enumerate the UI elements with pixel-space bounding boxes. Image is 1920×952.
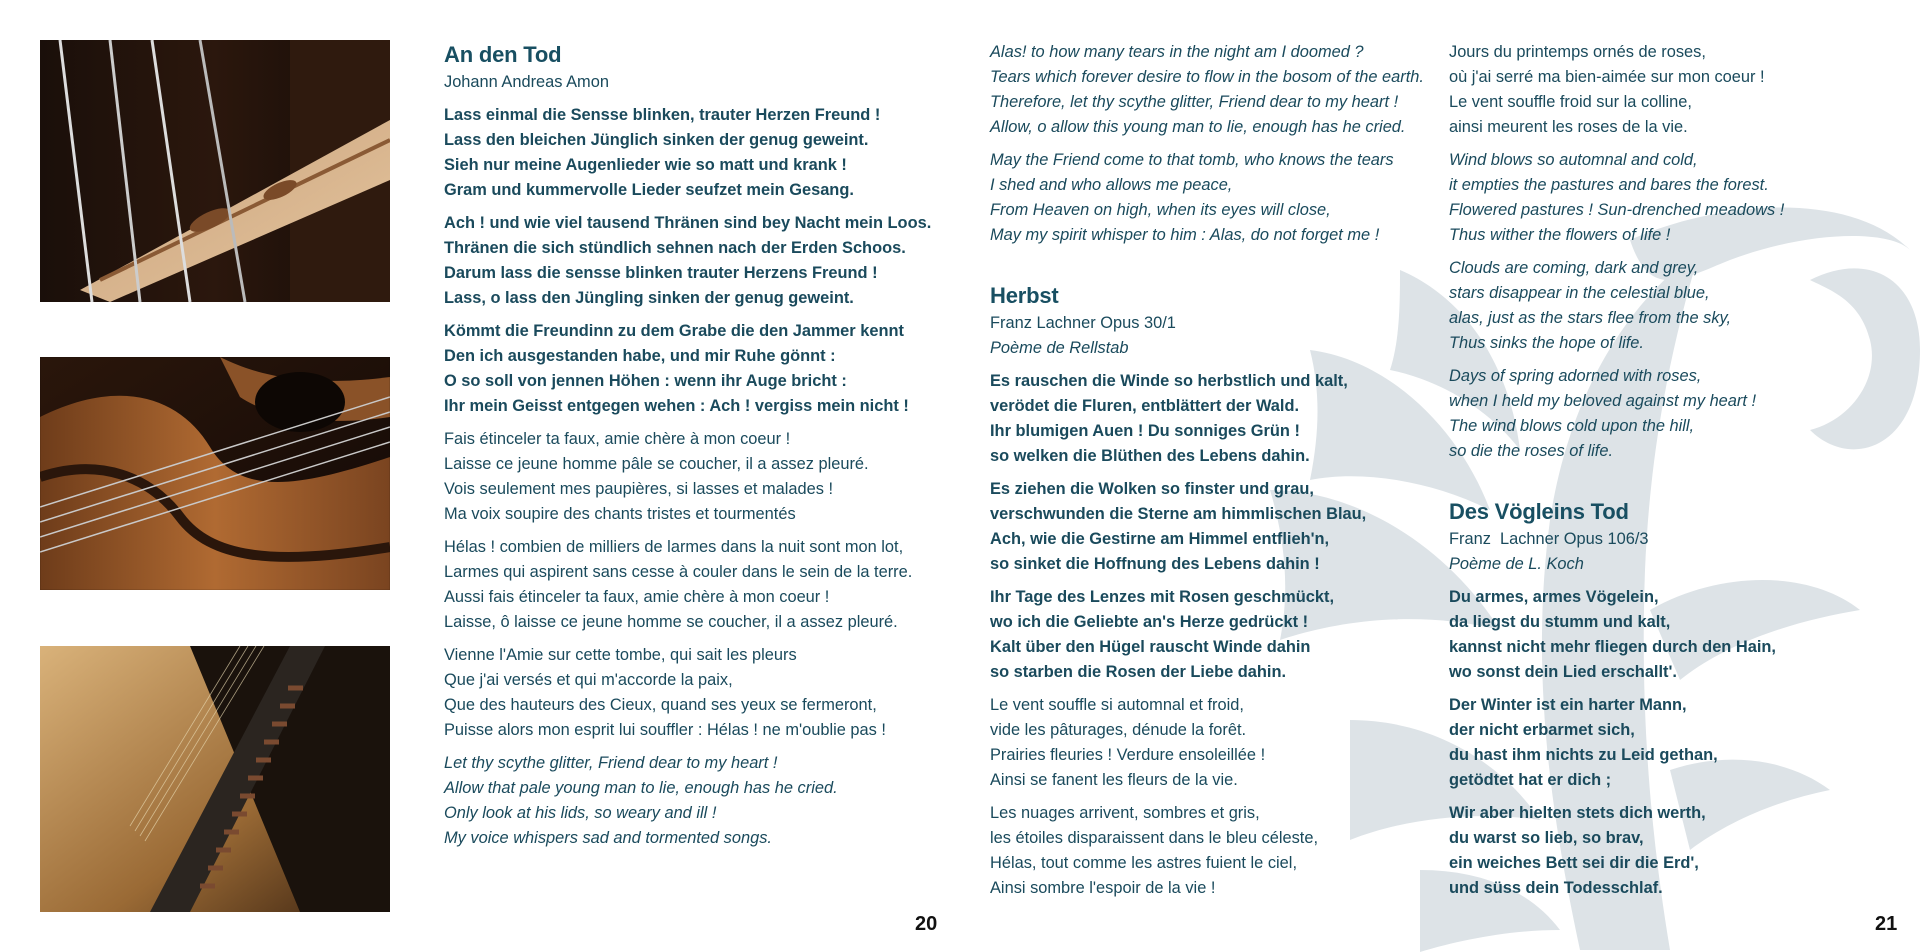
verse-line: Wind blows so automnal and cold, — [1449, 151, 1698, 169]
verse-line: Only look at his lids, so weary and ill ! — [444, 804, 717, 822]
verse-line: so sinket die Hoffnung des Lebens dahin ! — [990, 555, 1320, 573]
verse-line: du hast ihm nichts zu Leid gethan, — [1449, 746, 1718, 764]
german-stanza — [1449, 693, 1889, 793]
french-stanza — [1449, 40, 1889, 140]
page-number: 20 — [915, 913, 938, 935]
verse-line: Days of spring adorned with roses, — [1449, 367, 1702, 385]
verse-line: Vienne l'Amie sur cette tombe, qui sait les pleurs — [444, 646, 797, 664]
verse-line: Fais étinceler ta faux, amie chère à mon coeur ! — [444, 430, 791, 448]
verse-line: O so soll von jennen Höhen : wenn ihr Auge bricht : — [444, 372, 847, 390]
verse-line: Flowered pastures ! Sun-drenched meadows ! — [1449, 201, 1785, 219]
verse-line: Laisse, ô laisse ce jeune homme se coucher, il a assez pleuré. — [444, 613, 898, 631]
an-den-tod-column — [444, 40, 944, 859]
verse-line: Ach, wie die Gestirne am Himmel entflieh'n, — [990, 530, 1330, 548]
german-stanza — [990, 585, 1420, 685]
poet: Poème de L. Koch — [1449, 555, 1584, 573]
verse-line: Du armes, armes Vögelein, — [1449, 588, 1659, 606]
verse-line: I shed and who allows me peace, — [990, 176, 1233, 194]
verse-line: My voice whispers sad and tormented songs. — [444, 829, 772, 847]
verse-line: Ihr blumigen Auen ! Du sonniges Grün ! — [990, 422, 1300, 440]
verse-line: Ach ! und wie viel tausend Thränen sind bey Nacht mein Loos. — [444, 214, 932, 232]
composer: Franz Lachner Opus 106/3 — [1449, 530, 1649, 548]
english-stanza — [1449, 148, 1889, 248]
verse-line: Thus sinks the hope of life. — [1449, 334, 1644, 352]
verse-line: où j'ai serré ma bien-aimée sur mon coeur ! — [1449, 68, 1765, 86]
verse-line: wo ich die Geliebte an's Herze gedrückt ! — [990, 613, 1309, 631]
verse-line: Lass einmal die Sensse blinken, trauter Herzen Freund ! — [444, 106, 881, 124]
verse-line: Sieh nur meine Augenlieder wie so matt und krank ! — [444, 156, 847, 174]
verse-line: Le vent souffle froid sur la colline, — [1449, 93, 1692, 111]
verse-line: verödet die Fluren, entblättert der Wald. — [990, 397, 1300, 415]
verse-line: Therefore, let thy scythe glitter, Friend dear to my heart ! — [990, 93, 1399, 111]
verse-line: Kalt über den Hügel rauscht Winde dahin — [990, 638, 1311, 656]
right-page — [960, 0, 1920, 952]
english-stanza — [990, 148, 1420, 248]
verse-line: getödtet hat er dich ; — [1449, 771, 1612, 789]
page-number: 21 — [1875, 913, 1898, 935]
verse-line: alas, just as the stars flee from the sky, — [1449, 309, 1732, 327]
verse-line: Hélas, tout comme les astres fuient le ciel, — [990, 854, 1297, 872]
verse-line: Ihr mein Geisst entgegen wehen : Ach ! vergiss mein nicht ! — [444, 397, 909, 415]
verse-line: und süss dein Todesschlaf. — [1449, 879, 1663, 897]
composer: Franz Lachner Opus 30/1 — [990, 314, 1176, 332]
verse-line: Tears which forever desire to flow in the bosom of the earth. — [990, 68, 1424, 86]
verse-line: Gram und kummervolle Lieder seufzet mein Gesang. — [444, 181, 854, 199]
french-stanza — [990, 693, 1420, 793]
verse-line: Que des hauteurs des Cieux, quand ses yeux se fermeront, — [444, 696, 877, 714]
english-stanza — [1449, 256, 1889, 356]
verse-line: so welken die Blüthen des Lebens dahin. — [990, 447, 1310, 465]
verse-line: Kömmt die Freundinn zu dem Grabe die den Jammer kennt — [444, 322, 904, 340]
verse-line: der nicht erbarmet sich, — [1449, 721, 1635, 739]
poet: Poème de Rellstab — [990, 339, 1129, 357]
verse-line: Allow, o allow this young man to lie, enough has he cried. — [990, 118, 1406, 136]
verse-line: Lass den bleichen Jünglich sinken der genug geweint. — [444, 131, 869, 149]
german-stanza — [1449, 801, 1889, 901]
verse-line: kannst nicht mehr fliegen durch den Hain, — [1449, 638, 1776, 656]
verse-line: Aussi fais étinceler ta faux, amie chère à mon coeur ! — [444, 588, 830, 606]
french-stanza — [444, 643, 944, 743]
verse-line: les étoiles disparaissent dans le bleu céleste, — [990, 829, 1319, 847]
harp-strings-photo — [40, 40, 390, 302]
german-stanza — [444, 103, 944, 203]
composer: Johann Andreas Amon — [444, 73, 609, 91]
verse-line: Que j'ai versés et qui m'accorde la paix, — [444, 671, 733, 689]
verse-line: Laisse ce jeune homme pâle se coucher, il a assez pleuré. — [444, 455, 869, 473]
verse-line: Clouds are coming, dark and grey, — [1449, 259, 1699, 277]
verse-line: From Heaven on high, when its eyes will close, — [990, 201, 1331, 219]
verse-line: Ma voix soupire des chants tristes et tourmentés — [444, 505, 796, 523]
german-stanza — [1449, 585, 1889, 685]
verse-line: Den ich ausgestanden habe, und mir Ruhe gönnt : — [444, 347, 836, 365]
verse-line: Es rauschen die Winde so herbstlich und kalt, — [990, 372, 1348, 390]
song-title: An den Tod — [444, 42, 562, 67]
german-stanza — [444, 319, 944, 419]
german-stanza — [990, 369, 1420, 469]
german-stanza — [990, 477, 1420, 577]
german-stanza — [444, 211, 944, 311]
verse-line: verschwunden die Sterne am himmlischen Blau, — [990, 505, 1367, 523]
verse-line: it empties the pastures and bares the forest. — [1449, 176, 1769, 194]
verse-line: so die the roses of life. — [1449, 442, 1613, 460]
verse-line: Thus wither the flowers of life ! — [1449, 226, 1671, 244]
verse-line: Wir aber hielten stets dich werth, — [1449, 804, 1706, 822]
song-title: Herbst — [990, 283, 1059, 308]
verse-line: Allow that pale young man to lie, enough has he cried. — [444, 779, 838, 797]
song-title: Des Vögleins Tod — [1449, 499, 1629, 524]
verse-line: ein weiches Bett sei dir die Erd', — [1449, 854, 1699, 872]
verse-line: Es ziehen die Wolken so finster und grau, — [990, 480, 1314, 498]
verse-line: Jours du printemps ornés de roses, — [1449, 43, 1706, 61]
right-right-column — [1449, 40, 1889, 909]
verse-line: Le vent souffle si automnal et froid, — [990, 696, 1244, 714]
right-left-column — [990, 40, 1424, 909]
guitar-body-photo — [40, 357, 390, 590]
verse-line: Ihr Tage des Lenzes mit Rosen geschmückt, — [990, 588, 1334, 606]
verse-line: Hélas ! combien de milliers de larmes dans la nuit sont mon lot, — [444, 538, 904, 556]
verse-line: Der Winter ist ein harter Mann, — [1449, 696, 1687, 714]
verse-line: Vois seulement mes paupières, si lasses et malades ! — [444, 480, 834, 498]
verse-line: Ainsi se fanent les fleurs de la vie. — [990, 771, 1238, 789]
verse-line: so starben die Rosen der Liebe dahin. — [990, 663, 1287, 681]
verse-line: The wind blows cold upon the hill, — [1449, 417, 1695, 435]
verse-line: Puisse alors mon esprit lui souffler : Hélas ! ne m'oublie pas ! — [444, 721, 886, 739]
verse-line: Lass, o lass den Jüngling sinken der genug geweint. — [444, 289, 854, 307]
verse-line: Prairies fleuries ! Verdure ensoleillée ! — [990, 746, 1266, 764]
english-stanza — [990, 40, 1424, 140]
verse-line: Les nuages arrivent, sombres et gris, — [990, 804, 1260, 822]
verse-line: May the Friend come to that tomb, who knows the tears — [990, 151, 1394, 169]
harpsichord-keys-photo — [40, 646, 390, 912]
verse-line: wo sonst dein Lied erschallt'. — [1449, 663, 1677, 681]
french-stanza — [444, 427, 944, 527]
verse-line: Thränen die sich stündlich sehnen nach der Erden Schoos. — [444, 239, 906, 257]
verse-line: du warst so lieb, so brav, — [1449, 829, 1644, 847]
english-stanza — [444, 751, 944, 851]
french-stanza — [990, 801, 1420, 901]
verse-line: Darum lass die sensse blinken trauter Herzens Freund ! — [444, 264, 878, 282]
english-stanza — [1449, 364, 1889, 464]
verse-line: Larmes qui aspirent sans cesse à couler dans le sein de la terre. — [444, 563, 913, 581]
verse-line: ainsi meurent les roses de la vie. — [1449, 118, 1688, 136]
verse-line: Let thy scythe glitter, Friend dear to my heart ! — [444, 754, 778, 772]
verse-line: da liegst du stumm und kalt, — [1449, 613, 1671, 631]
verse-line: Ainsi sombre l'espoir de la vie ! — [990, 879, 1216, 897]
verse-line: vide les pâturages, dénude la forêt. — [990, 721, 1247, 739]
french-stanza — [444, 535, 944, 635]
verse-line: May my spirit whisper to him : Alas, do not forget me ! — [990, 226, 1380, 244]
verse-line: when I held my beloved against my heart ! — [1449, 392, 1757, 410]
verse-line: Alas! to how many tears in the night am I doomed ? — [990, 43, 1364, 61]
verse-line: stars disappear in the celestial blue, — [1449, 284, 1710, 302]
